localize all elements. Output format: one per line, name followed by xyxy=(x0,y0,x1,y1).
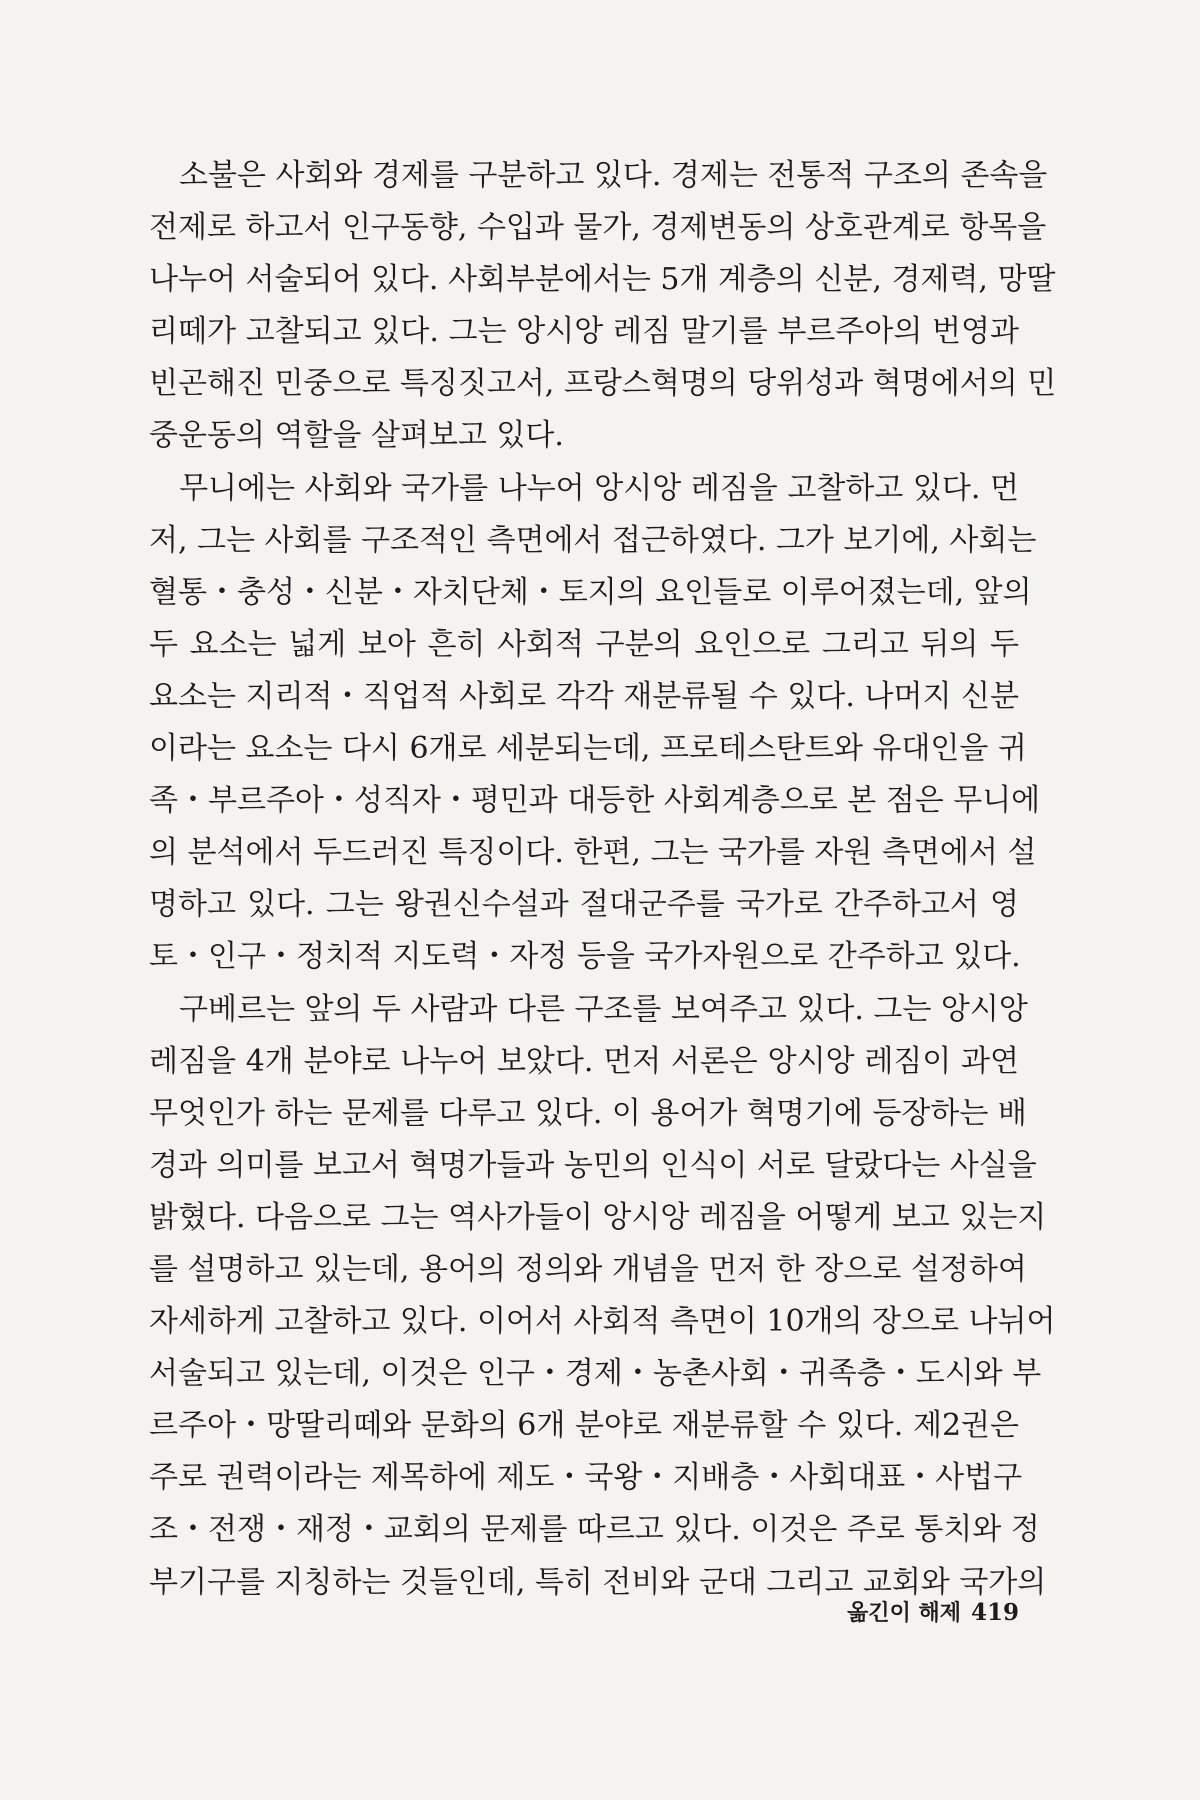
text-line: 소불은 사회와 경제를 구분하고 있다. 경제는 전통적 구조의 존속을 xyxy=(149,158,1048,193)
text-line: 전제로 하고서 인구동향, 수입과 물가, 경제변동의 상호관계로 항목을 xyxy=(149,210,1047,246)
text-line: 무니에는 사회와 국가를 나누어 앙시앙 레짐을 고찰하고 있다. 먼 xyxy=(149,470,1019,506)
body-text xyxy=(149,150,1057,1609)
text-line: 경과 의미를 보고서 혁명가들과 농민의 인식이 서로 달랐다는 사실을 xyxy=(149,1147,1037,1183)
text-line: 밝혔다. 다음으로 그는 역사가들이 앙시앙 레짐을 어떻게 보고 있는지 xyxy=(149,1199,1047,1235)
text-line: 두 요소는 넓게 보아 흔히 사회적 구분의 요인으로 그리고 뒤의 두 xyxy=(149,626,1019,662)
text-line: 리떼가 고찰되고 있다. 그는 앙시앙 레짐 말기를 부르주아의 번영과 xyxy=(149,314,1019,350)
text-line: 명하고 있다. 그는 왕권신수설과 절대군주를 국가로 간주하고서 영 xyxy=(149,887,1019,923)
text-line: 르주아・망딸리떼와 문화의 6개 분야로 재분류할 수 있다. 제2권은 xyxy=(149,1408,1019,1444)
page-number: 419 xyxy=(970,1599,1019,1626)
text-line: 레짐을 4개 분야로 나누어 보았다. 먼저 서론은 앙시앙 레짐이 과연 xyxy=(149,1043,1019,1079)
text-line: 구베르는 앞의 두 사람과 다른 구조를 보여주고 있다. 그는 앙시앙 xyxy=(149,991,1028,1027)
text-line: 요소는 지리적・직업적 사회로 각각 재분류될 수 있다. 나머지 신분 xyxy=(149,678,1019,714)
text-line: 중운동의 역할을 살펴보고 있다. xyxy=(149,418,564,454)
text-line: 토・인구・정치적 지도력・자정 등을 국가자원으로 간주하고 있다. xyxy=(149,939,1021,975)
text-line: 를 설명하고 있는데, 용어의 정의와 개념을 먼저 한 장으로 설정하여 xyxy=(149,1251,1027,1287)
text-line: 부기구를 지칭하는 것들인데, 특히 전비와 군대 그리고 교회와 국가의 xyxy=(149,1564,1047,1600)
text-line: 혈통・충성・신분・자치단체・토지의 요인들로 이루어졌는데, 앞의 xyxy=(149,574,1032,610)
text-line: 주로 권력이라는 제목하에 제도・국왕・지배층・사회대표・사법구 xyxy=(149,1460,1023,1496)
text-line: 족・부르주아・성직자・평민과 대등한 사회계층으로 본 점은 무니에 xyxy=(149,783,1041,819)
text-line: 나누어 서술되어 있다. 사회부분에서는 5개 계층의 신분, 경제력, 망딸 xyxy=(149,262,1056,298)
text-line: 빈곤해진 민중으로 특징짓고서, 프랑스혁명의 당위성과 혁명에서의 민 xyxy=(149,366,1057,402)
text-line: 서술되고 있는데, 이것은 인구・경제・농촌사회・귀족층・도시와 부 xyxy=(149,1356,1042,1392)
text-line: 무엇인가 하는 문제를 다루고 있다. 이 용어가 혁명기에 등장하는 배 xyxy=(149,1095,1027,1131)
page-footer xyxy=(847,1596,1019,1627)
text-line: 조・전쟁・재정・교회의 문제를 따르고 있다. 이것은 주로 통치와 정 xyxy=(149,1512,1040,1548)
running-footer-title: 옮긴이 해제 xyxy=(847,1601,961,1626)
text-line: 의 분석에서 두드러진 특징이다. 한편, 그는 국가를 자원 측면에서 설 xyxy=(149,835,1037,871)
text-line: 자세하게 고찰하고 있다. 이어서 사회적 측면이 10개의 장으로 나뉘어 xyxy=(149,1304,1056,1340)
text-line: 이라는 요소는 다시 6개로 세분되는데, 프로테스탄트와 유대인을 귀 xyxy=(149,731,1027,767)
text-line: 저, 그는 사회를 구조적인 측면에서 접근하였다. 그가 보기에, 사회는 xyxy=(149,522,1037,558)
